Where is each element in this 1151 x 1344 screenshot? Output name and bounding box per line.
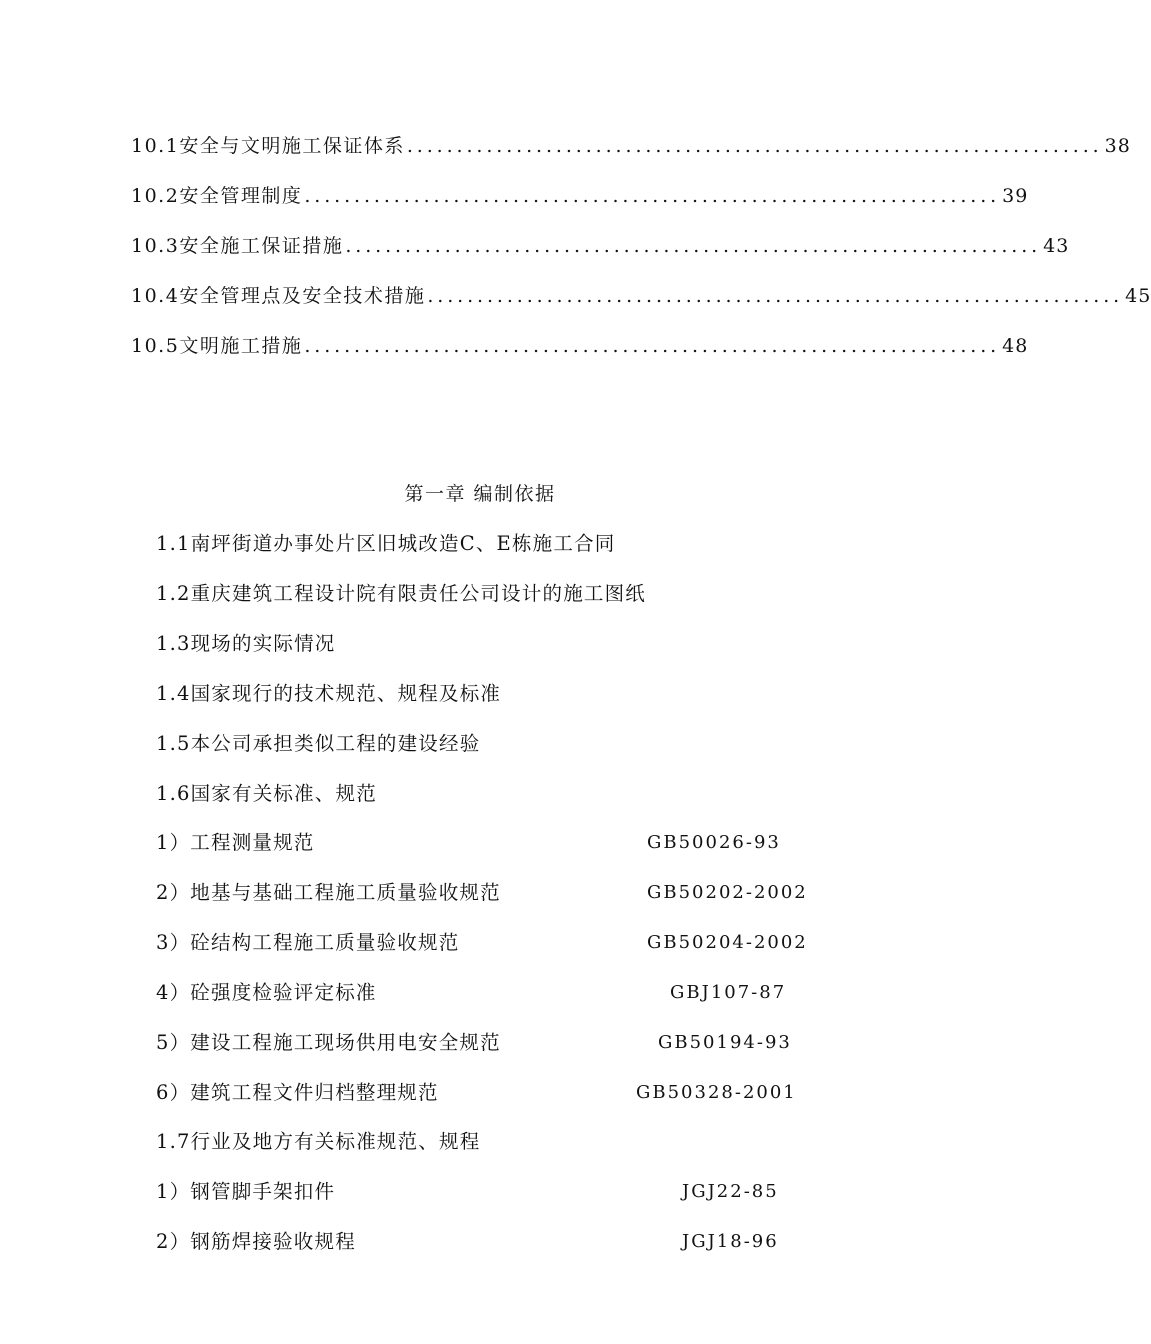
toc-number: 10.2: [131, 185, 180, 207]
standard-name: 2）钢筋焊接验收规程: [156, 1230, 356, 1253]
toc-page-number: 38: [1104, 135, 1131, 157]
toc-number: 10.1: [131, 135, 180, 157]
basis-item: 1.6国家有关标准、规范: [156, 782, 377, 805]
standard-row: [156, 928, 808, 958]
toc-title: 文明施工措施: [179, 335, 303, 357]
toc-page-number: 39: [1002, 185, 1029, 207]
toc-leader-dots: ......................................................................: [345, 235, 1042, 257]
standard-name: 4）砼强度检验评定标准: [156, 981, 377, 1004]
standard-code: GB50026-93: [647, 832, 781, 853]
standard-row: [156, 1028, 796, 1058]
basis-item: 1.1南坪街道办事处片区旧城改造C、E栋施工合同: [156, 532, 616, 555]
basis-item: 1.5本公司承担类似工程的建设经验: [156, 732, 481, 755]
standard-row: [156, 1177, 796, 1207]
standard-code: GBJ107-87: [670, 982, 787, 1003]
toc-page-number: 43: [1043, 235, 1070, 257]
standard-row: [156, 978, 796, 1008]
toc-leader-dots: ......................................................................: [304, 335, 1001, 357]
toc-leader-dots: ......................................................................: [427, 285, 1124, 307]
toc-number: 10.3: [131, 235, 180, 257]
toc-entry-10-4[interactable]: [131, 281, 1151, 311]
standard-code: GB50328-2001: [636, 1082, 797, 1103]
standard-row: [156, 1078, 796, 1108]
industry-standards-heading: 1.7行业及地方有关标准规范、规程: [156, 1130, 481, 1153]
toc-title: 安全管理点及安全技术措施: [179, 285, 426, 307]
standard-name: 3）砼结构工程施工质量验收规范: [156, 931, 460, 954]
standard-row: [156, 1227, 796, 1257]
toc-leader-dots: ......................................................................: [304, 185, 1001, 207]
toc-title: 安全施工保证措施: [179, 235, 344, 257]
standard-row: [156, 878, 808, 908]
toc-title: 安全与文明施工保证体系: [179, 135, 405, 157]
toc-entry-10-3[interactable]: [131, 231, 1070, 261]
standard-code: GB50204-2002: [647, 932, 808, 953]
toc-page-number: 45: [1125, 285, 1151, 307]
basis-item: 1.3现场的实际情况: [156, 632, 336, 655]
standard-name: 1）工程测量规范: [156, 831, 315, 854]
basis-item: 1.2重庆建筑工程设计院有限责任公司设计的施工图纸: [156, 582, 647, 605]
basis-item: 1.4国家现行的技术规范、规程及标准: [156, 682, 502, 705]
standard-row: [156, 828, 796, 858]
toc-page-number: 48: [1002, 335, 1029, 357]
standard-code: GB50202-2002: [647, 882, 808, 903]
toc-number: 10.4: [131, 285, 180, 307]
toc-entry-10-5[interactable]: [131, 331, 1029, 361]
chapter-title: 第一章 编制依据: [404, 483, 556, 505]
standard-name: 1）钢管脚手架扣件: [156, 1180, 336, 1203]
standard-code: JGJ18-96: [682, 1231, 779, 1252]
toc-entry-10-2[interactable]: [131, 181, 1029, 211]
toc-title: 安全管理制度: [179, 185, 303, 207]
toc-entry-10-1[interactable]: [131, 131, 1131, 161]
standard-code: JGJ22-85: [682, 1181, 779, 1202]
toc-leader-dots: ......................................................................: [406, 135, 1103, 157]
standard-name: 2）地基与基础工程施工质量验收规范: [156, 881, 501, 904]
toc-number: 10.5: [131, 335, 180, 357]
standard-name: 6）建筑工程文件归档整理规范: [156, 1081, 439, 1104]
standard-code: GB50194-93: [658, 1032, 792, 1053]
standard-name: 5）建设工程施工现场供用电安全规范: [156, 1031, 501, 1054]
